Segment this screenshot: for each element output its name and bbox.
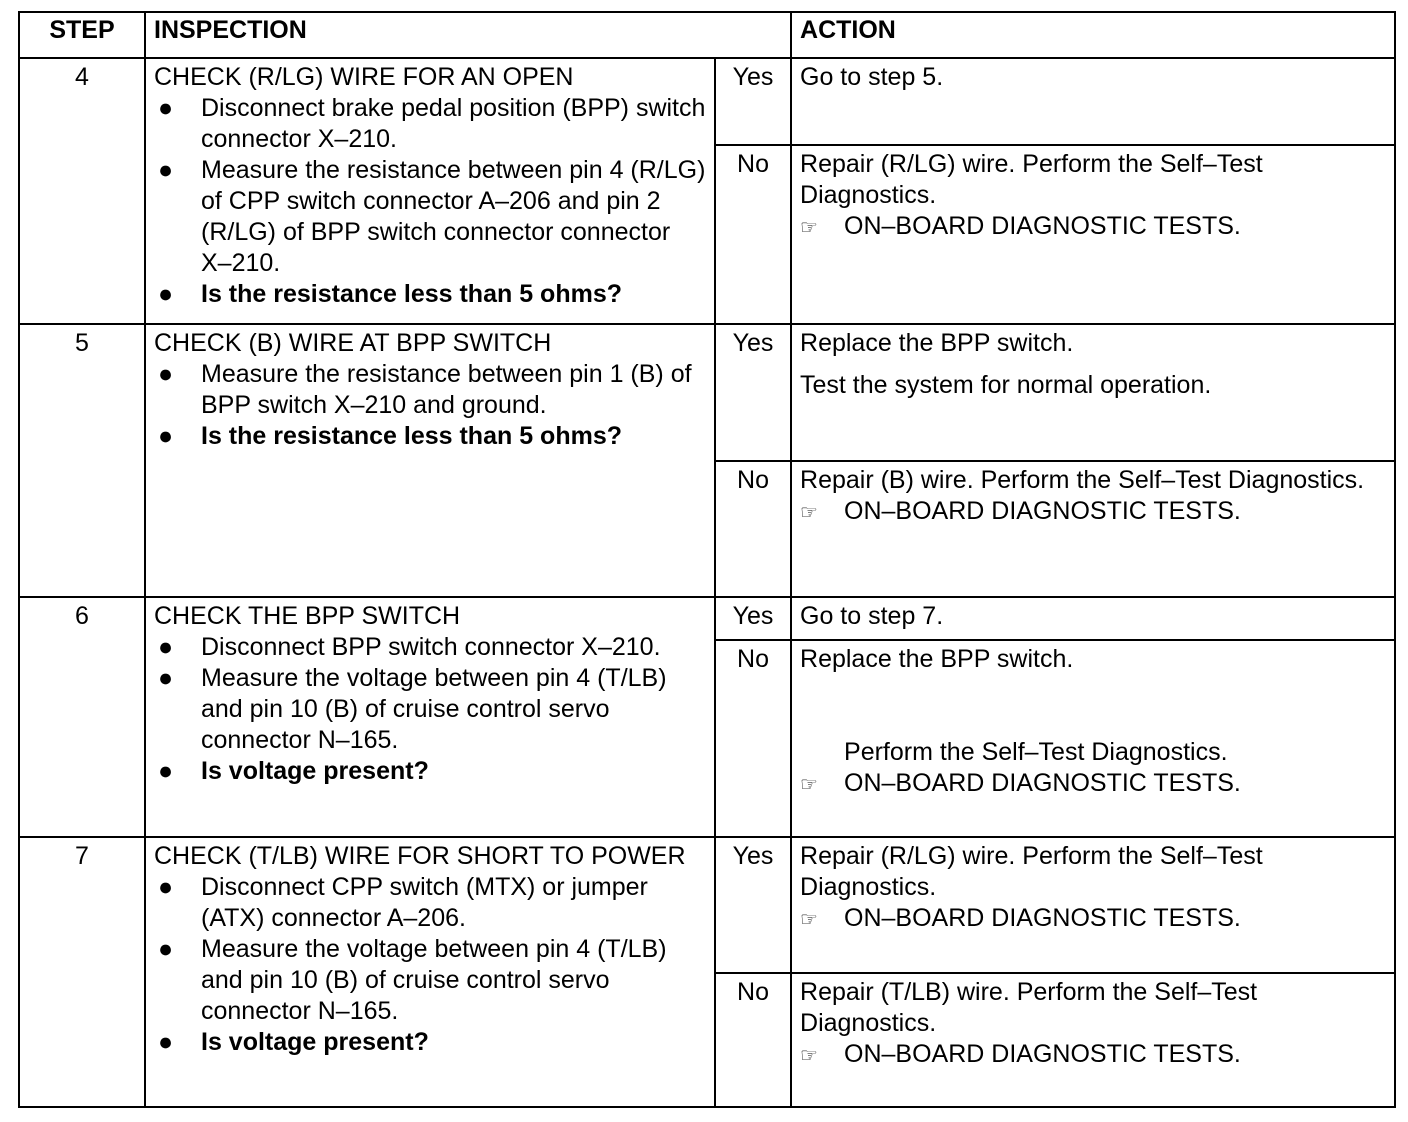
no-action: Repair (R/LG) wire. Perform the Self–Test Diagnostics. ☞ ON–BOARD DIAGNOSTIC TESTS.: [791, 145, 1395, 324]
step-7-yes-row: [19, 837, 1395, 973]
pointing-hand-icon: ☞: [800, 502, 818, 524]
bullet-item: ● Disconnect CPP switch (MTX) or jumper (ATX) connector A–206.: [158, 873, 648, 932]
bullet-icon: ●: [158, 280, 174, 308]
bullet-item: ● Disconnect brake pedal position (BPP) switch connector X–210.: [158, 94, 706, 153]
bullet-question: ● Is the resistance less than 5 ohms?: [158, 422, 622, 450]
no-label: No: [715, 973, 791, 1107]
pointing-hand-icon: ☞: [800, 774, 818, 796]
no-action: Replace the BPP switch. Perform the Self–Test Diagnostics. ☞ ON–BOARD DIAGNOSTIC TESTS.: [791, 640, 1395, 837]
bullet-icon: ●: [158, 873, 174, 901]
inspection-title: CHECK THE BPP SWITCH: [154, 602, 461, 630]
reference-link: ☞ ON–BOARD DIAGNOSTIC TESTS.: [800, 768, 1386, 801]
reference-link: ☞ ON–BOARD DIAGNOSTIC TESTS.: [800, 211, 1386, 244]
yes-action: Go to step 7.: [791, 597, 1395, 640]
bullet-item: ● Measure the voltage between pin 4 (T/LB) and pin 10 (B) of cruise control servo connector N–165.: [158, 935, 667, 1025]
bullet-icon: ●: [158, 422, 174, 450]
step-4-yes-row: [19, 58, 1395, 145]
reference-link: ☞ ON–BOARD DIAGNOSTIC TESTS.: [800, 496, 1386, 529]
bullet-question: ● Is the resistance less than 5 ohms?: [158, 280, 622, 308]
no-label: No: [715, 461, 791, 597]
no-label: No: [715, 640, 791, 837]
bullet-icon: ●: [158, 1028, 174, 1056]
bullet-icon: ●: [158, 94, 174, 122]
yes-action: Replace the BPP switch. Test the system for normal operation.: [791, 324, 1395, 461]
inspection-cell: [145, 597, 715, 837]
step-5-yes-row: [19, 324, 1395, 461]
bullet-question: ● Is voltage present?: [158, 1028, 429, 1056]
yes-action: Repair (R/LG) wire. Perform the Self–Test Diagnostics. ☞ ON–BOARD DIAGNOSTIC TESTS.: [791, 837, 1395, 973]
inspection-title: CHECK (B) WIRE AT BPP SWITCH: [154, 329, 552, 357]
inspection-title: CHECK (R/LG) WIRE FOR AN OPEN: [154, 63, 574, 91]
bullet-icon: ●: [158, 664, 174, 692]
bullet-question: ● Is voltage present?: [158, 757, 429, 785]
reference-link: ☞ ON–BOARD DIAGNOSTIC TESTS.: [800, 903, 1386, 936]
step-6-yes-row: [19, 597, 1395, 640]
bullet-item: ● Measure the resistance between pin 1 (B) of BPP switch X–210 and ground.: [158, 360, 692, 419]
inspection-cell: [145, 837, 715, 1107]
bullet-icon: ●: [158, 360, 174, 388]
inspection-cell: [145, 58, 715, 324]
yes-label: Yes: [715, 324, 791, 461]
bullet-icon: ●: [158, 633, 174, 661]
step-number: 7: [19, 837, 145, 1107]
bullet-icon: ●: [158, 757, 174, 785]
bullet-icon: ●: [158, 156, 174, 184]
pointing-hand-icon: ☞: [800, 909, 818, 931]
inspection-cell: [145, 324, 715, 597]
no-label: No: [715, 145, 791, 324]
header-row: [19, 12, 1395, 58]
header-step: STEP: [19, 12, 145, 58]
yes-label: Yes: [715, 597, 791, 640]
step-number: 4: [19, 58, 145, 324]
diagnostic-table: [18, 11, 1396, 1108]
bullet-icon: ●: [158, 935, 174, 963]
reference-link: ☞ ON–BOARD DIAGNOSTIC TESTS.: [800, 1039, 1386, 1072]
bullet-item: ● Disconnect BPP switch connector X–210.: [158, 633, 661, 661]
bullet-item: ● Measure the voltage between pin 4 (T/LB) and pin 10 (B) of cruise control servo connector N–165.: [158, 664, 667, 754]
no-action: Repair (B) wire. Perform the Self–Test Diagnostics. ☞ ON–BOARD DIAGNOSTIC TESTS.: [791, 461, 1395, 597]
yes-label: Yes: [715, 837, 791, 973]
step-number: 6: [19, 597, 145, 837]
yes-label: Yes: [715, 58, 791, 145]
header-inspection: INSPECTION: [145, 12, 791, 58]
no-action: Repair (T/LB) wire. Perform the Self–Test Diagnostics. ☞ ON–BOARD DIAGNOSTIC TESTS.: [791, 973, 1395, 1107]
pointing-hand-icon: ☞: [800, 1045, 818, 1067]
step-number: 5: [19, 324, 145, 597]
header-action: ACTION: [791, 12, 1395, 58]
bullet-item: ● Measure the resistance between pin 4 (R/LG) of CPP switch connector A–206 and pin 2 (R/LG) of BPP switch connector connector X–210.: [158, 156, 706, 277]
inspection-title: CHECK (T/LB) WIRE FOR SHORT TO POWER: [154, 842, 686, 870]
yes-action: Go to step 5.: [791, 58, 1395, 145]
pointing-hand-icon: ☞: [800, 217, 818, 239]
